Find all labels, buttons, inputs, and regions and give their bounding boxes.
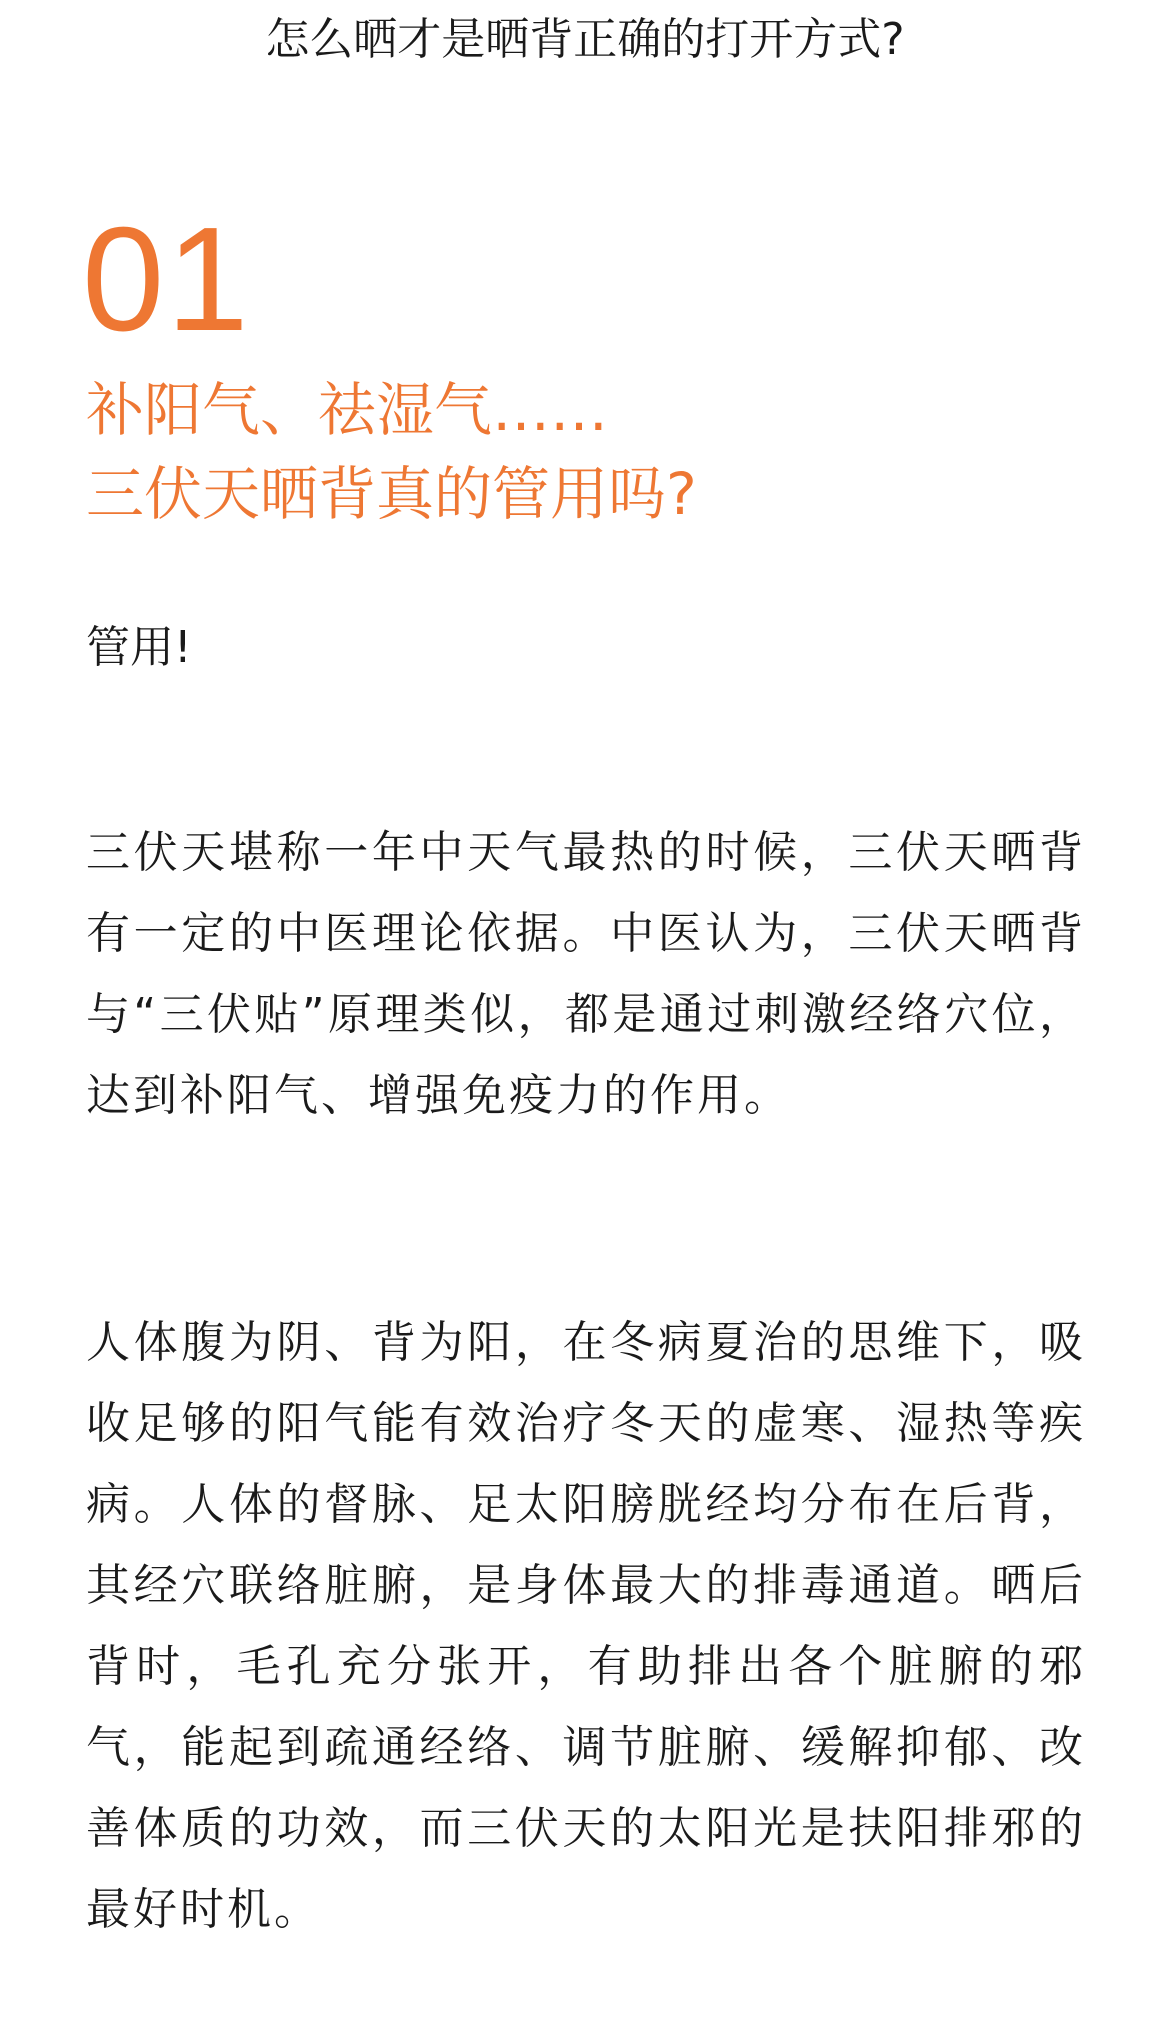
section-heading-line-1: 补阳气、祛湿气……	[86, 376, 609, 444]
body-paragraph-1: 三伏天堪称一年中天气最热的时候，三伏天晒背有一定的中医理论依据。中医认为，三伏天晒背与“三伏贴”原理类似，都是通过刺激经络穴位，达到补阳气、增强免疫力的作用。	[86, 827, 1086, 1121]
body-paragraph-2: 人体腹为阴、背为阳，在冬病夏治的思维下，吸收足够的阳气能有效治疗冬天的虚寒、湿热等疾病。人体的督脉、足太阳膀胱经均分布在后背，其经穴联络脏腑，是身体最大的排毒通道。晒后背时，毛孔充分张开，有助排出各个脏腑的邪气，能起到疏通经络、调节脏腑、缓解抑郁、改善体质的功效，而三伏天的太阳光是扶阳排邪的最好时机。	[86, 1317, 1086, 1935]
section-number: 01	[82, 197, 251, 362]
answer-text: 管用!	[86, 622, 192, 673]
section-heading	[86, 368, 1086, 536]
section-heading-line-2: 三伏天晒背真的管用吗?	[86, 460, 697, 528]
intro-question: 怎么晒才是晒背正确的打开方式?	[265, 14, 905, 65]
